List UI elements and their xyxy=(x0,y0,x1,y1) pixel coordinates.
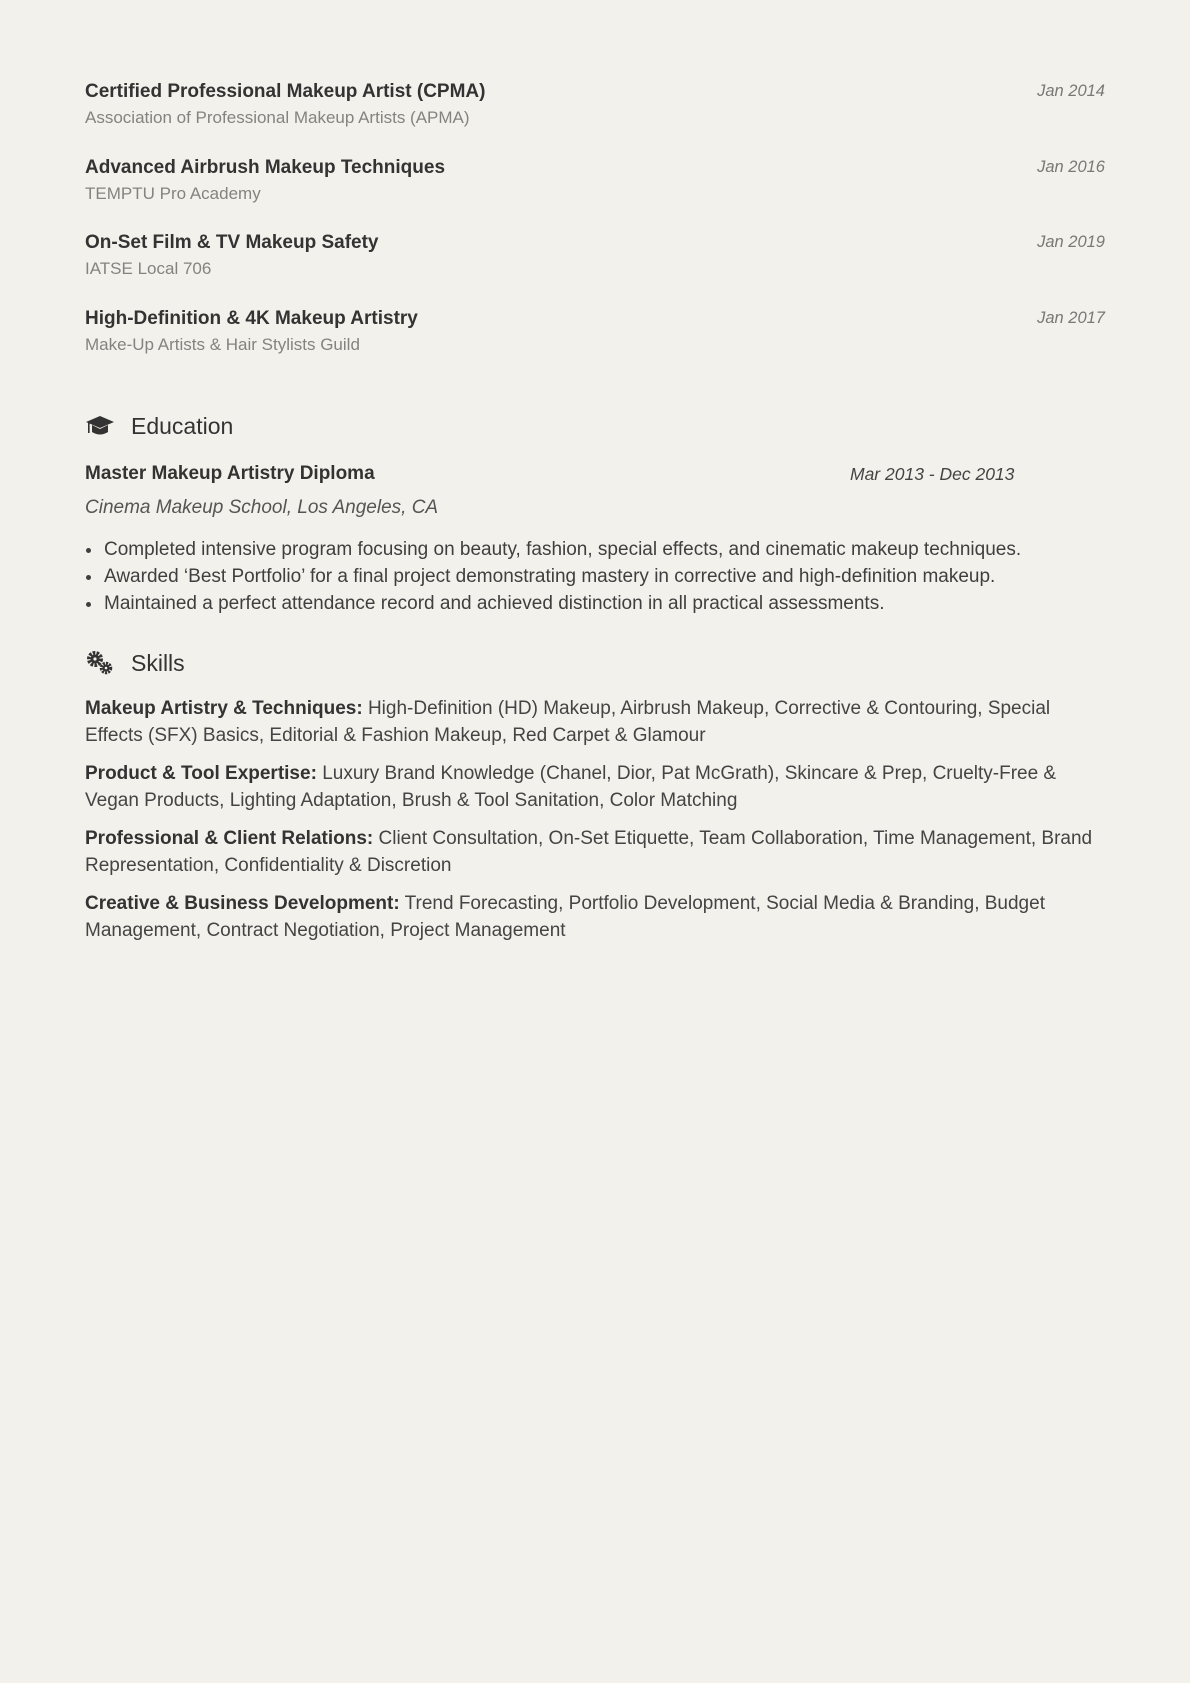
certification-date: Jan 2019 xyxy=(1037,233,1105,251)
bullet-item: • Awarded ‘Best Portfolio’ for a final project demonstrating mastery in corrective and high-definition makeup. xyxy=(103,563,1105,590)
skill-group xyxy=(85,760,1105,814)
skill-group-label: Professional & Client Relations: xyxy=(85,828,374,849)
resume-page xyxy=(85,78,1105,944)
education-entry xyxy=(85,460,1105,617)
education-heading xyxy=(85,408,1105,444)
certification-issuer: IATSE Local 706 xyxy=(85,259,212,278)
certification-title: Certified Professional Makeup Artist (CPMA) xyxy=(85,81,486,102)
certification-issuer: Make-Up Artists & Hair Stylists Guild xyxy=(85,334,360,354)
skills-heading xyxy=(85,645,1105,681)
education-bullets xyxy=(85,536,1105,617)
certification-item xyxy=(85,305,1105,381)
section-title: Education xyxy=(131,412,234,439)
certification-item xyxy=(85,154,1105,230)
certification-date: Jan 2017 xyxy=(1037,308,1105,327)
gears-icon xyxy=(85,650,115,676)
skill-group-items: High-Definition (HD) Makeup, Airbrush Makeup, Corrective & Contouring, Special Effects (SFX) Basics, Editorial & Fashion Makeup, Red Carpet & Glamour xyxy=(85,698,1051,746)
skill-group-items: Luxury Brand Knowledge (Chanel, Dior, Pat McGrath), Skincare & Prep, Cruelty-Free & Vegan Products, Lighting Adaptation, Brush & Tool Sanitation, Color Matching xyxy=(85,763,1057,811)
skill-group-label: Makeup Artistry & Techniques: xyxy=(85,698,363,719)
bullet-item: • Maintained a perfect attendance record and achieved distinction in all practical assessments. xyxy=(103,590,1105,617)
bullet-item: • Completed intensive program focusing on beauty, fashion, special effects, and cinematic makeup techniques. xyxy=(103,536,1105,563)
skill-group-label: Creative & Business Development: xyxy=(85,893,400,914)
certification-title: Advanced Airbrush Makeup Techniques xyxy=(85,156,446,178)
skill-group-items: Client Consultation, On-Set Etiquette, Team Collaboration, Time Management, Brand Representation, Confidentiality & Discretion xyxy=(85,828,1093,876)
skill-group xyxy=(85,825,1105,879)
certification-item xyxy=(85,229,1105,305)
certification-issuer: TEMPTU Pro Academy xyxy=(85,183,261,203)
degree-title: Master Makeup Artistry Diploma xyxy=(85,463,375,484)
certification-title: High-Definition & 4K Makeup Artistry xyxy=(85,307,418,329)
graduation-cap-icon xyxy=(85,413,115,439)
skills-list xyxy=(85,695,1105,944)
skill-group xyxy=(85,695,1105,749)
certification-item xyxy=(85,78,1105,154)
certifications-list xyxy=(85,78,1105,380)
section-title: Skills xyxy=(131,649,185,676)
skill-group xyxy=(85,890,1105,944)
education-dates: Mar 2013 - Dec 2013 xyxy=(850,464,1015,484)
certification-issuer: Association of Professional Makeup Artists (APMA) xyxy=(85,108,470,127)
skill-group-label: Product & Tool Expertise: xyxy=(85,763,317,784)
school-name: Cinema Makeup School, Los Angeles, CA xyxy=(85,497,439,518)
certification-date: Jan 2016 xyxy=(1037,157,1105,176)
certification-title: On-Set Film & TV Makeup Safety xyxy=(85,232,379,253)
certification-date: Jan 2014 xyxy=(1037,82,1105,100)
skill-group-items: Trend Forecasting, Portfolio Development, Social Media & Branding, Budget Management, Contract Negotiation, Project Management xyxy=(85,893,1045,941)
